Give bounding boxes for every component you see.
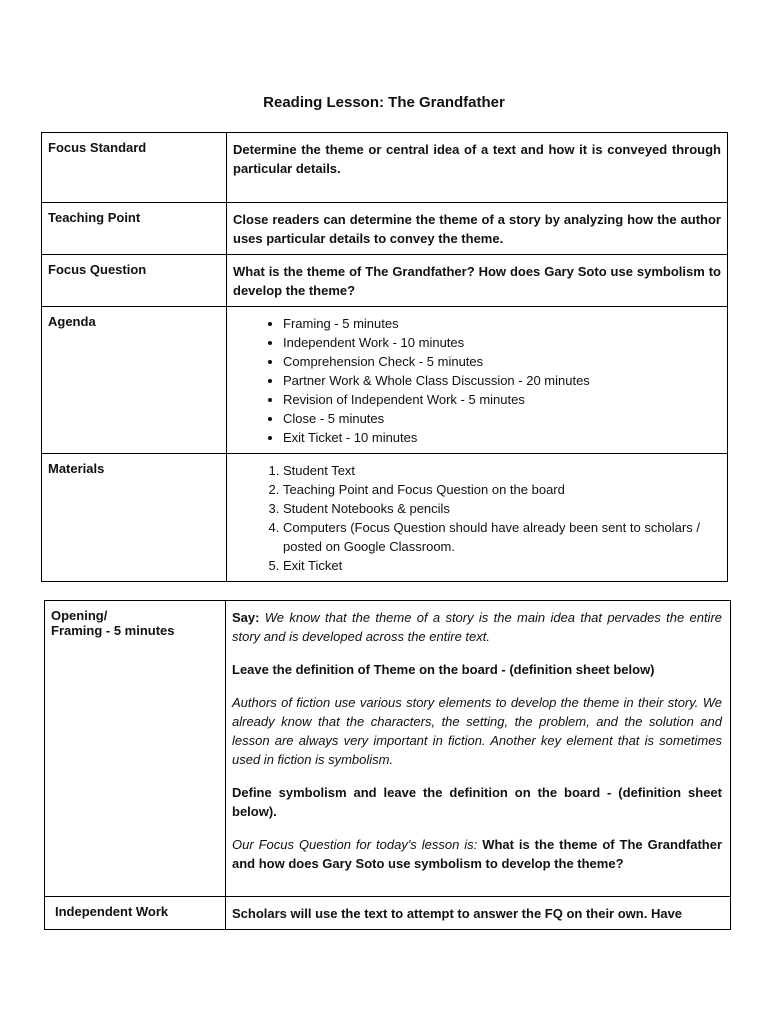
lesson-procedure-table [44,600,731,930]
table-row [42,255,728,307]
independent-work-text: Scholars will use the text to attempt to answer the FQ on their own. Have [226,897,731,930]
list-item: 3. Student Notebooks & pencils [283,499,717,518]
list-item: • Partner Work & Whole Class Discussion - 20 minutes [283,371,721,390]
list-item: 1. Student Text [283,461,717,480]
row-label-independent-work: Independent Work [45,897,226,930]
table-row [42,203,728,255]
lesson-overview-table [41,132,728,582]
table-row [45,897,731,930]
list-item: • Revision of Independent Work - 5 minutes [283,390,721,409]
row-label-agenda: Agenda [42,307,227,454]
opening-label-line2: Framing - 5 minutes [51,623,175,638]
define-symbolism-instruction: Define symbolism and leave the definition on the board - (definition sheet below). [232,785,722,819]
opening-label-line1: Opening/ [51,608,108,623]
table-row [42,133,728,203]
list-item: • Comprehension Check - 5 minutes [283,352,721,371]
focus-question-text: What is the theme of The Grandfather? How does Gary Soto use symbolism to develop the theme? [227,255,728,307]
materials-cell [227,454,728,582]
focus-standard-text: Determine the theme or central idea of a text and how it is conveyed through particular details. [227,133,728,203]
agenda-list [233,314,721,447]
teaching-point-text: Close readers can determine the theme of a story by analyzing how the author uses particular details to convey the theme. [227,203,728,255]
fq-intro: Our Focus Question for today's lesson is: [232,837,478,852]
table-row [45,601,731,897]
focus-question-paragraph [232,835,722,873]
say-label: Say: [232,610,260,625]
list-item: • Exit Ticket - 10 minutes [283,428,721,447]
fq-text: What is the theme of The Grandfather and how does Gary Soto use symbolism to develop the theme? [232,837,723,871]
say-text: We know that the theme of a story is the main idea that pervades the entire story and is developed across the entire text. [232,610,722,644]
page-title: Reading Lesson: The Grandfather [263,94,505,111]
row-label-teaching-point: Teaching Point [42,203,227,255]
row-label-focus-standard: Focus Standard [42,133,227,203]
list-item: 4. Computers (Focus Question should have already been sent to scholars / posted on Google Classroom. [283,518,717,556]
agenda-cell [227,307,728,454]
list-item: 2. Teaching Point and Focus Question on the board [283,480,717,499]
list-item: • Independent Work - 10 minutes [283,333,721,352]
leave-definition-instruction: Leave the definition of Theme on the board - (definition sheet below) [232,662,655,677]
row-label-focus-question: Focus Question [42,255,227,307]
list-item: • Close - 5 minutes [283,409,721,428]
list-item: 5. Exit Ticket [283,556,717,575]
materials-list [233,461,717,575]
table-row [42,454,728,582]
row-label-opening [45,601,226,897]
list-item: • Framing - 5 minutes [283,314,721,333]
row-label-materials: Materials [42,454,227,582]
opening-content [226,601,731,897]
table-row [42,307,728,454]
authors-paragraph: Authors of fiction use various story elements to develop the theme in their story. We already know that the characters, the setting, the problem, and the solution and lesson are always very important in fiction. Another key element that is sometimes used in fiction is symbolism. [232,695,722,767]
say-paragraph [232,608,722,646]
